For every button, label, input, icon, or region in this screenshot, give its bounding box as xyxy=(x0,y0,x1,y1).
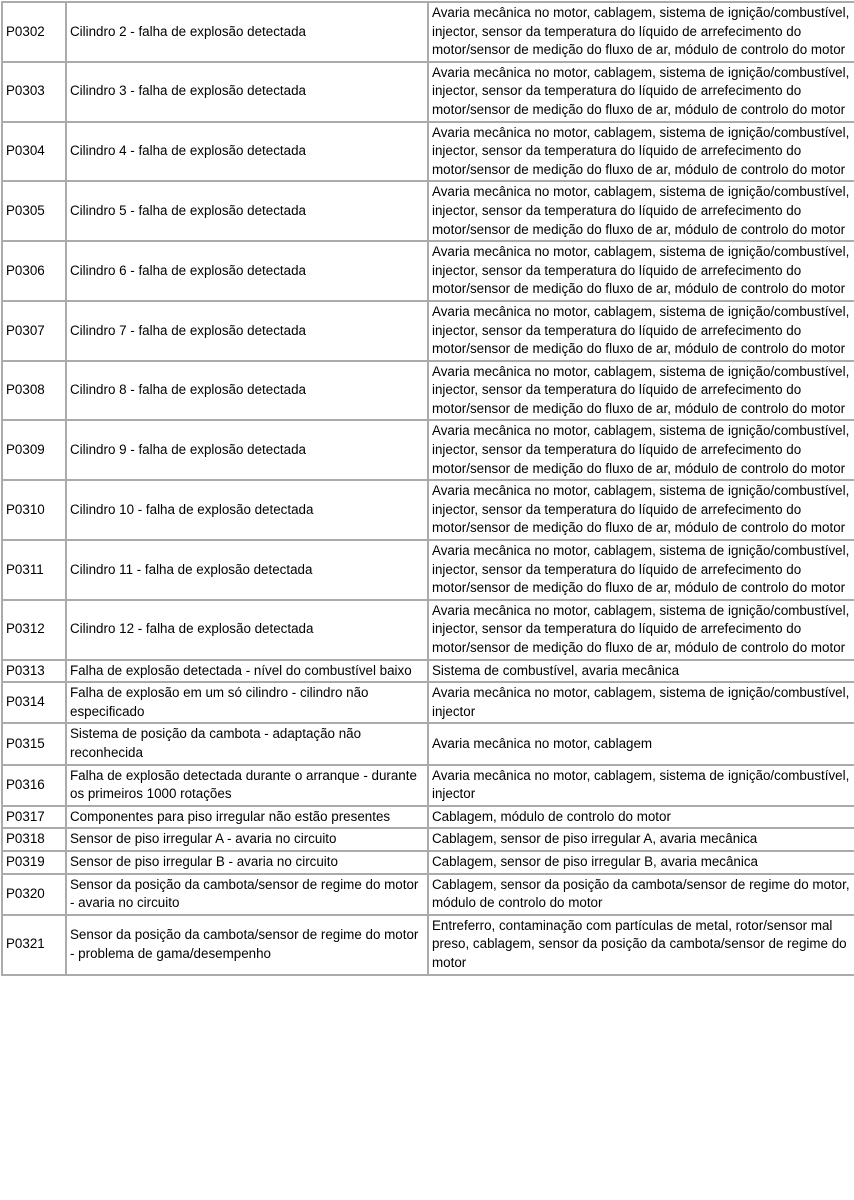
dtc-table xyxy=(1,1,854,976)
dtc-description-cell: Cilindro 3 - falha de explosão detectada xyxy=(66,62,428,122)
dtc-description-cell: Cilindro 4 - falha de explosão detectada xyxy=(66,122,428,182)
dtc-description-cell: Falha de explosão detectada durante o arranque - durante os primeiros 1000 rotações xyxy=(66,765,428,806)
table-row xyxy=(2,420,854,480)
table-row xyxy=(2,540,854,600)
dtc-description-cell: Cilindro 9 - falha de explosão detectada xyxy=(66,420,428,480)
dtc-causes-cell: Avaria mecânica no motor, cablagem, sistema de ignição/combustível, injector, sensor da temperatura do líquido de arrefecimento do motor/sensor de medição do fluxo de ar, módulo de controlo do motor xyxy=(428,301,854,361)
dtc-description-cell: Sensor de piso irregular B - avaria no circuito xyxy=(66,851,428,874)
dtc-causes-cell: Avaria mecânica no motor, cablagem, sistema de ignição/combustível, injector, sensor da temperatura do líquido de arrefecimento do motor/sensor de medição do fluxo de ar, módulo de controlo do motor xyxy=(428,181,854,241)
table-row xyxy=(2,851,854,874)
table-row xyxy=(2,723,854,764)
dtc-code-cell: P0303 xyxy=(2,62,66,122)
dtc-description-cell: Cilindro 11 - falha de explosão detectada xyxy=(66,540,428,600)
table-row xyxy=(2,874,854,915)
dtc-code-cell: P0313 xyxy=(2,660,66,683)
table-row xyxy=(2,480,854,540)
dtc-code-cell: P0306 xyxy=(2,241,66,301)
dtc-code-cell: P0312 xyxy=(2,600,66,660)
dtc-causes-cell: Avaria mecânica no motor, cablagem, sistema de ignição/combustível, injector, sensor da temperatura do líquido de arrefecimento do motor/sensor de medição do fluxo de ar, módulo de controlo do motor xyxy=(428,600,854,660)
dtc-causes-cell: Avaria mecânica no motor, cablagem, sistema de ignição/combustível, injector xyxy=(428,765,854,806)
dtc-code-cell: P0316 xyxy=(2,765,66,806)
dtc-description-cell: Cilindro 5 - falha de explosão detectada xyxy=(66,181,428,241)
dtc-description-cell: Cilindro 10 - falha de explosão detectada xyxy=(66,480,428,540)
table-row xyxy=(2,682,854,723)
dtc-description-cell: Componentes para piso irregular não estão presentes xyxy=(66,806,428,829)
table-row xyxy=(2,600,854,660)
dtc-code-cell: P0305 xyxy=(2,181,66,241)
dtc-code-cell: P0318 xyxy=(2,828,66,851)
dtc-causes-cell: Cablagem, sensor da posição da cambota/sensor de regime do motor, módulo de controlo do motor xyxy=(428,874,854,915)
table-row xyxy=(2,806,854,829)
dtc-code-cell: P0302 xyxy=(2,2,66,62)
table-row xyxy=(2,828,854,851)
dtc-description-cell: Cilindro 6 - falha de explosão detectada xyxy=(66,241,428,301)
dtc-description-cell: Sensor da posição da cambota/sensor de regime do motor - avaria no circuito xyxy=(66,874,428,915)
dtc-causes-cell: Cablagem, sensor de piso irregular B, avaria mecânica xyxy=(428,851,854,874)
table-row xyxy=(2,660,854,683)
table-row xyxy=(2,181,854,241)
dtc-causes-cell: Avaria mecânica no motor, cablagem xyxy=(428,723,854,764)
dtc-code-cell: P0315 xyxy=(2,723,66,764)
table-row xyxy=(2,915,854,975)
dtc-code-cell: P0308 xyxy=(2,361,66,421)
dtc-causes-cell: Avaria mecânica no motor, cablagem, sistema de ignição/combustível, injector, sensor da temperatura do líquido de arrefecimento do motor/sensor de medição do fluxo de ar, módulo de controlo do motor xyxy=(428,2,854,62)
dtc-causes-cell: Avaria mecânica no motor, cablagem, sistema de ignição/combustível, injector, sensor da temperatura do líquido de arrefecimento do motor/sensor de medição do fluxo de ar, módulo de controlo do motor xyxy=(428,241,854,301)
dtc-code-cell: P0317 xyxy=(2,806,66,829)
dtc-causes-cell: Avaria mecânica no motor, cablagem, sistema de ignição/combustível, injector, sensor da temperatura do líquido de arrefecimento do motor/sensor de medição do fluxo de ar, módulo de controlo do motor xyxy=(428,480,854,540)
dtc-causes-cell: Avaria mecânica no motor, cablagem, sistema de ignição/combustível, injector, sensor da temperatura do líquido de arrefecimento do motor/sensor de medição do fluxo de ar, módulo de controlo do motor xyxy=(428,122,854,182)
dtc-description-cell: Cilindro 8 - falha de explosão detectada xyxy=(66,361,428,421)
table-row xyxy=(2,122,854,182)
dtc-causes-cell: Entreferro, contaminação com partículas de metal, rotor/sensor mal preso, cablagem, sensor da posição da cambota/sensor de regime do motor xyxy=(428,915,854,975)
table-row xyxy=(2,301,854,361)
table-row xyxy=(2,765,854,806)
dtc-description-cell: Cilindro 12 - falha de explosão detectada xyxy=(66,600,428,660)
dtc-code-cell: P0310 xyxy=(2,480,66,540)
dtc-code-cell: P0314 xyxy=(2,682,66,723)
dtc-description-cell: Falha de explosão em um só cilindro - cilindro não especificado xyxy=(66,682,428,723)
dtc-table-body xyxy=(2,2,854,975)
dtc-causes-cell: Avaria mecânica no motor, cablagem, sistema de ignição/combustível, injector, sensor da temperatura do líquido de arrefecimento do motor/sensor de medição do fluxo de ar, módulo de controlo do motor xyxy=(428,62,854,122)
dtc-description-cell: Sensor da posição da cambota/sensor de regime do motor - problema de gama/desempenho xyxy=(66,915,428,975)
dtc-causes-cell: Avaria mecânica no motor, cablagem, sistema de ignição/combustível, injector, sensor da temperatura do líquido de arrefecimento do motor/sensor de medição do fluxo de ar, módulo de controlo do motor xyxy=(428,420,854,480)
table-row xyxy=(2,2,854,62)
dtc-description-cell: Sensor de piso irregular A - avaria no circuito xyxy=(66,828,428,851)
dtc-code-cell: P0321 xyxy=(2,915,66,975)
dtc-code-cell: P0319 xyxy=(2,851,66,874)
table-row xyxy=(2,62,854,122)
dtc-description-cell: Cilindro 7 - falha de explosão detectada xyxy=(66,301,428,361)
dtc-code-cell: P0311 xyxy=(2,540,66,600)
dtc-causes-cell: Avaria mecânica no motor, cablagem, sistema de ignição/combustível, injector, sensor da temperatura do líquido de arrefecimento do motor/sensor de medição do fluxo de ar, módulo de controlo do motor xyxy=(428,361,854,421)
dtc-code-cell: P0320 xyxy=(2,874,66,915)
dtc-description-cell: Cilindro 2 - falha de explosão detectada xyxy=(66,2,428,62)
dtc-description-cell: Falha de explosão detectada - nível do combustível baixo xyxy=(66,660,428,683)
table-row xyxy=(2,361,854,421)
dtc-causes-cell: Sistema de combustível, avaria mecânica xyxy=(428,660,854,683)
dtc-causes-cell: Avaria mecânica no motor, cablagem, sistema de ignição/combustível, injector xyxy=(428,682,854,723)
dtc-causes-cell: Cablagem, sensor de piso irregular A, avaria mecânica xyxy=(428,828,854,851)
dtc-causes-cell: Cablagem, módulo de controlo do motor xyxy=(428,806,854,829)
table-row xyxy=(2,241,854,301)
dtc-causes-cell: Avaria mecânica no motor, cablagem, sistema de ignição/combustível, injector, sensor da temperatura do líquido de arrefecimento do motor/sensor de medição do fluxo de ar, módulo de controlo do motor xyxy=(428,540,854,600)
dtc-code-cell: P0304 xyxy=(2,122,66,182)
dtc-description-cell: Sistema de posição da cambota - adaptação não reconhecida xyxy=(66,723,428,764)
dtc-code-cell: P0307 xyxy=(2,301,66,361)
dtc-code-cell: P0309 xyxy=(2,420,66,480)
